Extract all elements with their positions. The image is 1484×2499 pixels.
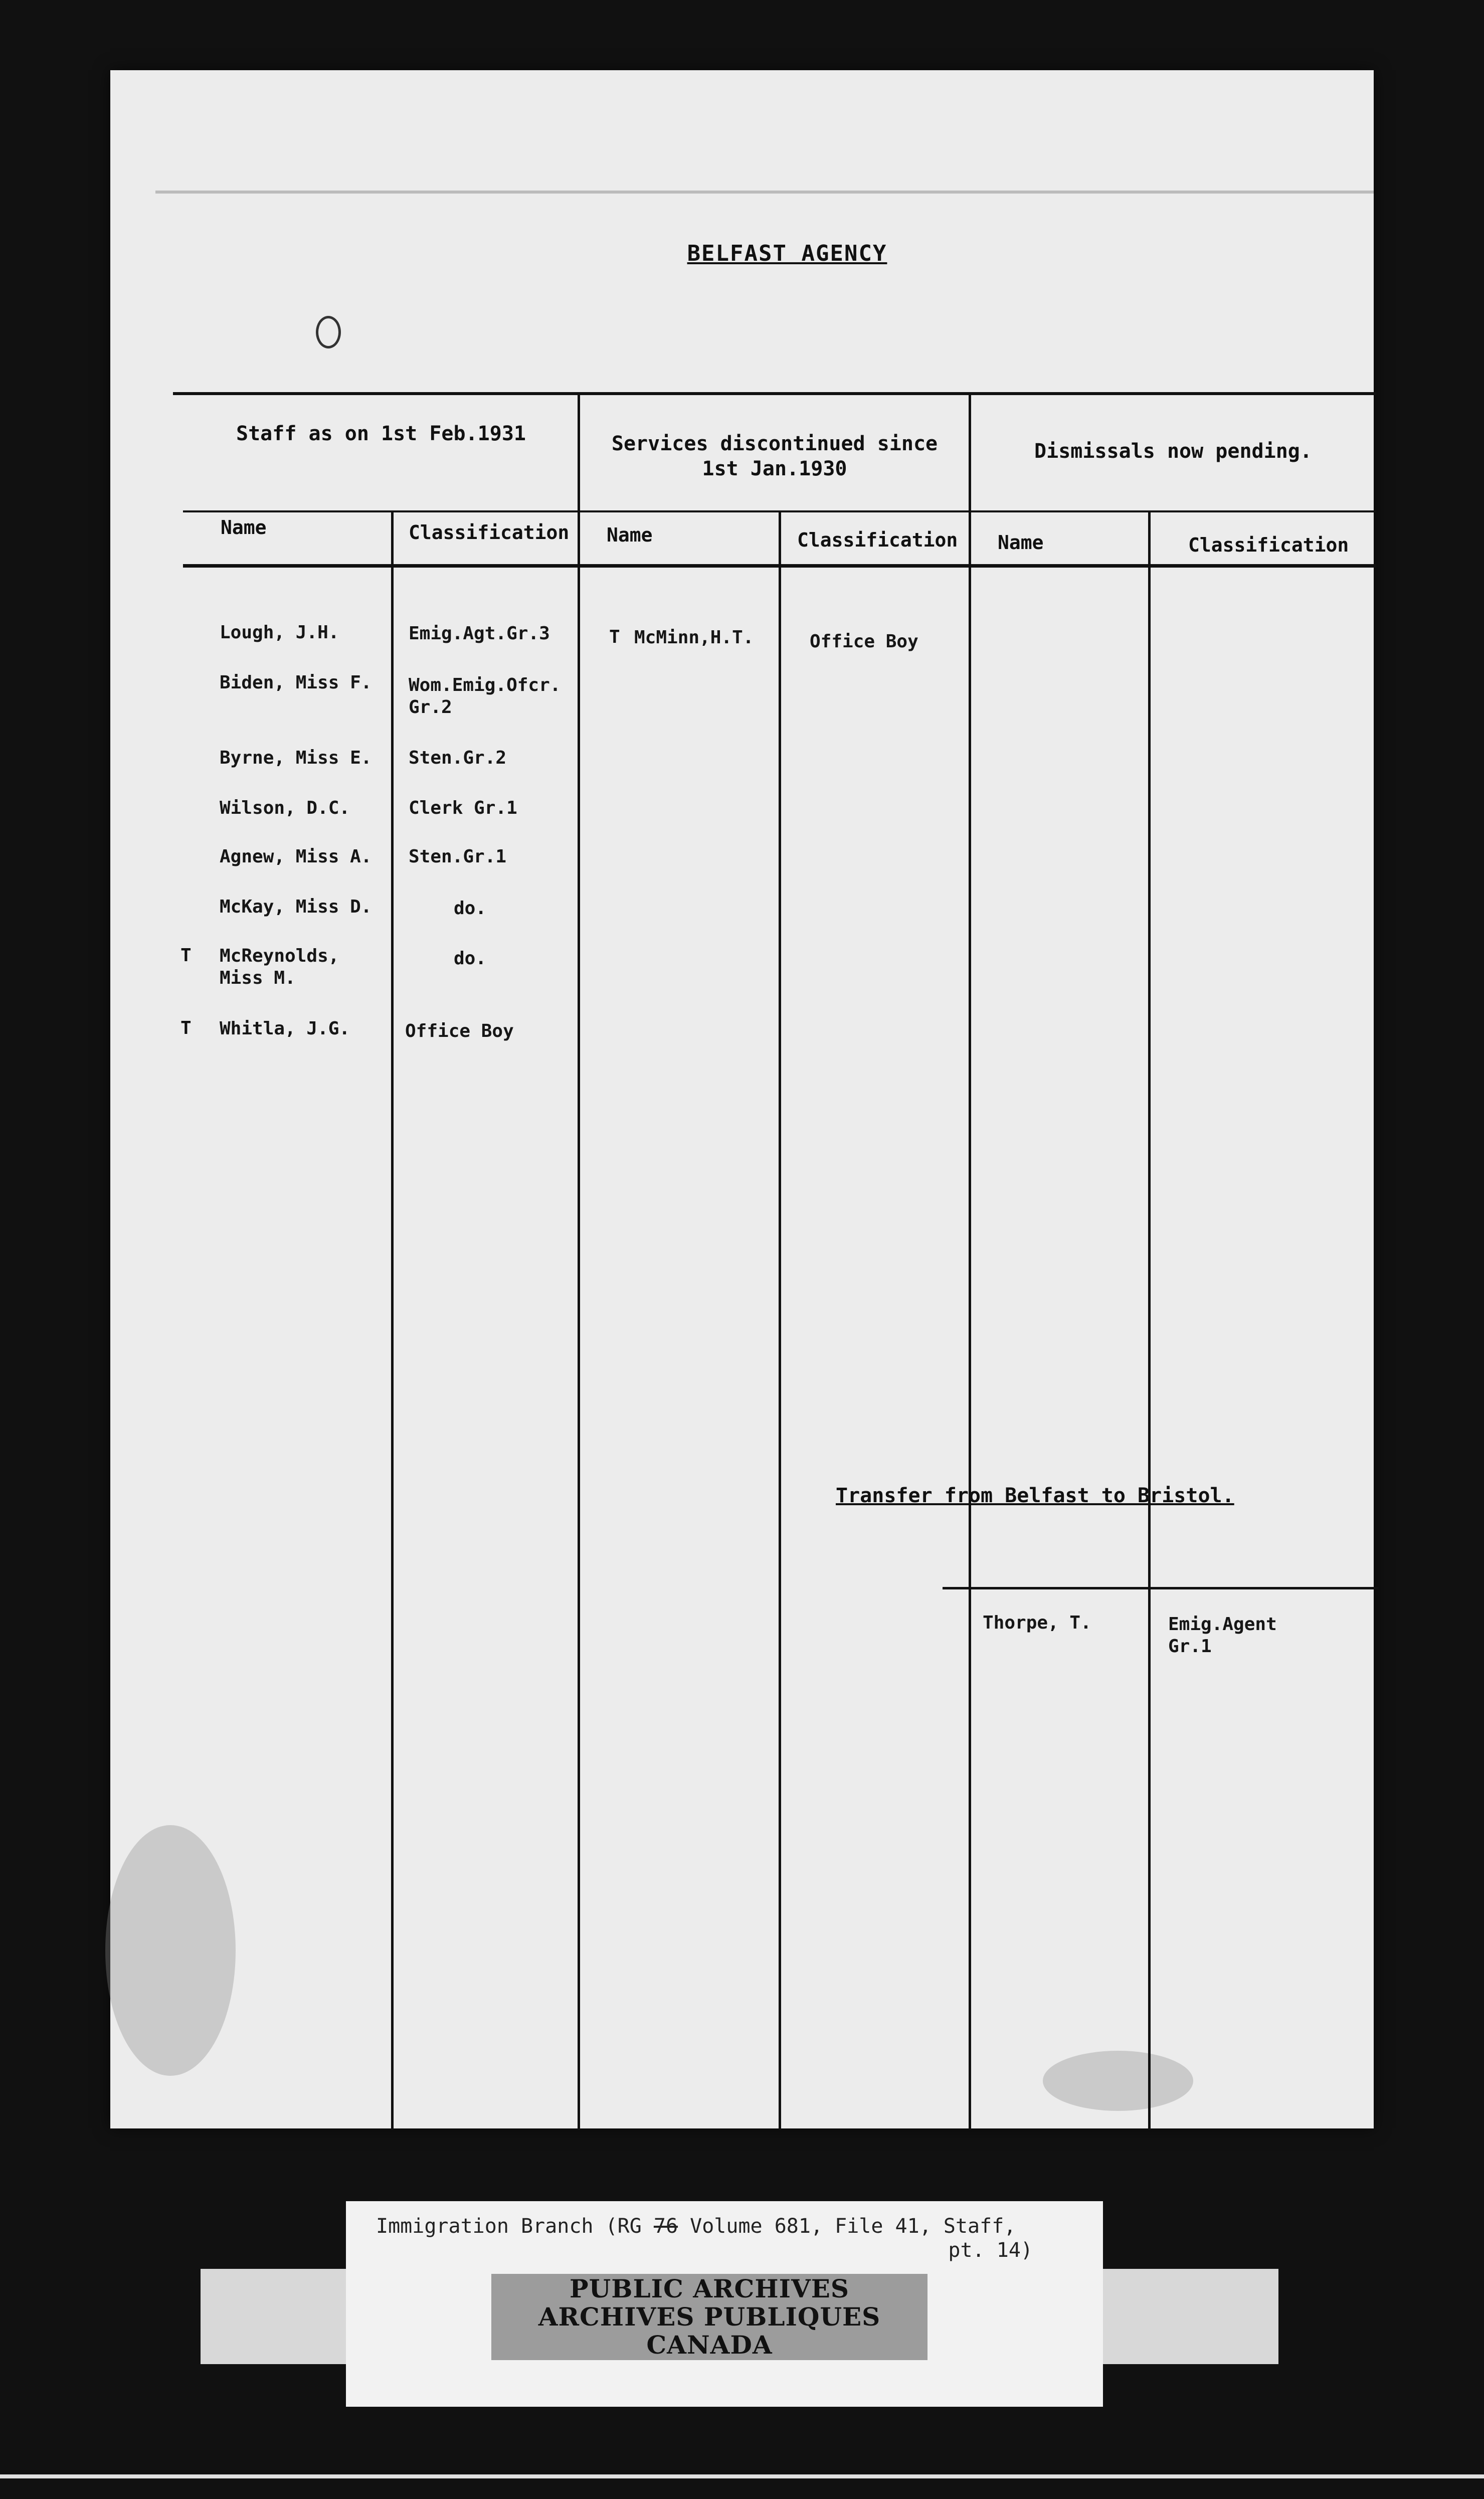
discontinued-classification: Office Boy xyxy=(810,631,918,652)
group-header-staff: Staff as on 1st Feb.1931 xyxy=(236,422,526,445)
row-marker: T xyxy=(180,1018,192,1038)
row-marker: T xyxy=(609,627,620,647)
staff-name: Whitla, J.G. xyxy=(220,1018,350,1039)
archive-reference-line1: Immigration Branch (RG 76 Volume 681, File 41, Staff, xyxy=(376,2215,1016,2238)
column-header-name: Name xyxy=(221,516,267,539)
group-divider xyxy=(578,392,580,2130)
staff-name: McReynolds, Miss M. xyxy=(220,946,339,988)
transfer-rule xyxy=(943,1587,1379,1589)
discontinued-name: McMinn,H.T. xyxy=(634,627,754,648)
transfer-classification: Emig.Agent Gr.1 xyxy=(1168,1614,1277,1657)
staff-name: Byrne, Miss E. xyxy=(220,748,372,768)
staff-classification: Sten.Gr.1 xyxy=(409,846,507,867)
paper-stain xyxy=(1043,2051,1193,2111)
sheet-fold-edge xyxy=(155,191,1374,194)
staff-name: Wilson, D.C. xyxy=(220,798,350,818)
column-divider xyxy=(1148,510,1151,2130)
document-title: BELFAST AGENCY xyxy=(687,241,887,266)
paper-stain xyxy=(105,1825,236,2076)
staff-classification: do. xyxy=(454,898,487,919)
column-header-classification: Classification xyxy=(797,529,958,551)
column-header-classification: Classification xyxy=(1188,534,1349,556)
staff-classification: do. xyxy=(454,948,487,969)
column-header-name: Name xyxy=(607,524,653,546)
row-marker: T xyxy=(180,945,192,966)
group-header-discontinued: Services discontinued since 1st Jan.1930 xyxy=(611,432,938,480)
public-archives-stamp: PUBLIC ARCHIVES ARCHIVES PUBLIQUES CANADA xyxy=(491,2274,928,2360)
column-header-classification: Classification xyxy=(409,521,570,544)
staff-name: McKay, Miss D. xyxy=(220,897,372,917)
column-header-name: Name xyxy=(998,531,1044,554)
staff-name: Biden, Miss F. xyxy=(220,672,372,693)
staff-name: Agnew, Miss A. xyxy=(220,846,372,867)
document-page xyxy=(110,70,1374,2128)
column-divider xyxy=(391,510,394,2130)
transfer-heading: Transfer from Belfast to Bristol. xyxy=(836,1484,1234,1507)
staff-classification: Emig.Agt.Gr.3 xyxy=(409,623,550,644)
staff-classification: Clerk Gr.1 xyxy=(409,798,517,818)
staff-classification: Wom.Emig.Ofcr. Gr.2 xyxy=(409,675,561,718)
staff-classification: Office Boy xyxy=(405,1021,514,1041)
group-header-pending: Dismissals now pending. xyxy=(1034,440,1312,463)
bottom-edge xyxy=(0,2474,1484,2478)
group-divider xyxy=(969,392,971,2130)
column-divider xyxy=(779,510,781,2130)
table-top-rule xyxy=(173,392,1376,395)
circle-mark-icon xyxy=(316,316,341,348)
archive-reference-line2: pt. 14) xyxy=(948,2239,1033,2262)
staff-classification: Sten.Gr.2 xyxy=(409,748,507,768)
title-wrap xyxy=(0,241,1484,266)
staff-name: Lough, J.H. xyxy=(220,622,339,643)
transfer-name: Thorpe, T. xyxy=(983,1613,1091,1633)
struck-group-number: 76 xyxy=(653,2215,678,2238)
